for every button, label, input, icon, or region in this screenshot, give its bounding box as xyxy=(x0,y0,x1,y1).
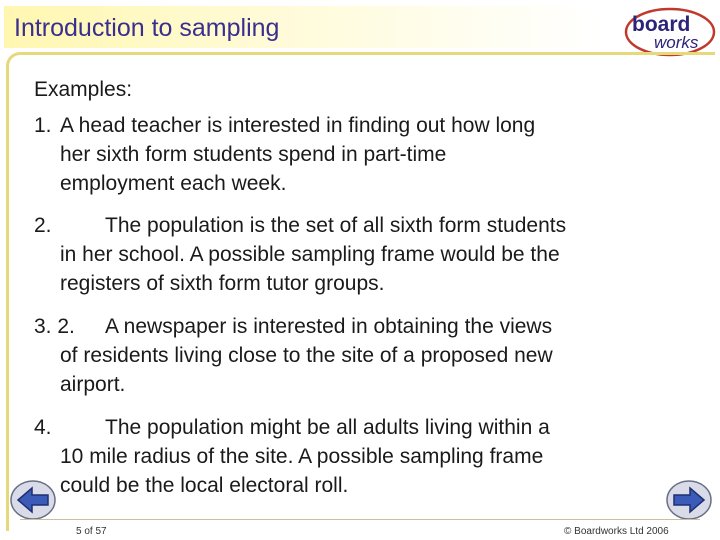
previous-slide-button[interactable] xyxy=(8,478,58,522)
page-number: 5 of 57 xyxy=(76,526,107,537)
item-number: 2. xyxy=(34,214,52,237)
logo-text-board: board xyxy=(632,13,691,36)
next-slide-button[interactable] xyxy=(664,478,714,522)
item-line: registers of sixth form tutor groups. xyxy=(60,272,385,295)
arrow-right-icon xyxy=(667,481,711,519)
item-line: A head teacher is interested in finding out how long xyxy=(60,114,536,137)
item-line: The population is the set of all sixth form students xyxy=(105,214,567,237)
item-line: her sixth form students spend in part-time xyxy=(60,143,447,166)
footer-divider xyxy=(20,519,700,520)
item-number: 1. xyxy=(34,114,52,137)
item-line: employment each week. xyxy=(60,172,287,195)
list-item xyxy=(34,312,674,402)
item-line: of residents living close to the site of a proposed new xyxy=(60,344,553,367)
arrow-left-icon xyxy=(11,481,55,519)
list-item xyxy=(34,211,674,301)
boardworks-logo xyxy=(624,6,720,58)
title-bar xyxy=(0,0,720,56)
logo-text-works: works xyxy=(654,33,699,52)
copyright-notice: © Boardworks Ltd 2006 xyxy=(564,526,669,537)
item-number: 3. 2. xyxy=(34,315,75,338)
item-line: could be the local electoral roll. xyxy=(60,474,349,497)
item-line: A newspaper is interested in obtaining the views xyxy=(105,315,553,338)
slide-title: Introduction to sampling xyxy=(14,14,280,42)
item-line: The population might be all adults living within a xyxy=(105,416,550,439)
examples-label: Examples: xyxy=(34,78,133,101)
item-line: airport. xyxy=(60,373,126,396)
list-item xyxy=(34,413,674,503)
item-line: 10 mile radius of the site. A possible sampling frame xyxy=(60,445,544,468)
item-line: in her school. A possible sampling frame would be the xyxy=(60,243,560,266)
list-item xyxy=(34,111,674,201)
item-number: 4. xyxy=(34,416,52,439)
